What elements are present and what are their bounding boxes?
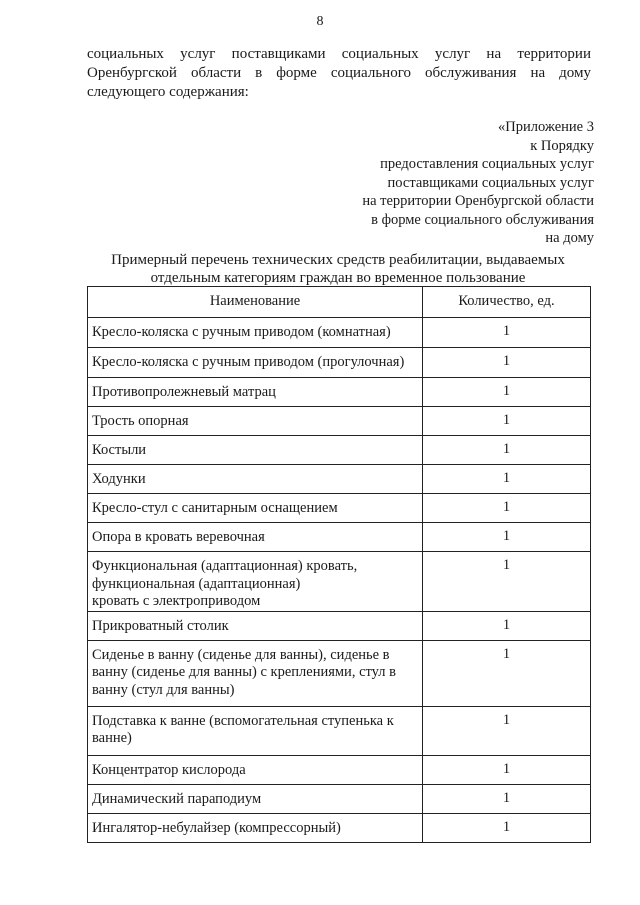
item-quantity-cell: 1 — [423, 611, 591, 640]
item-quantity-cell: 1 — [423, 378, 591, 407]
item-name-cell: Опора в кровать веревочная — [88, 523, 423, 552]
table-row — [88, 611, 591, 640]
item-name-cell: Динамический параподиум — [88, 784, 423, 813]
table-row — [88, 436, 591, 465]
item-name-cell: Концентратор кислорода — [88, 755, 423, 784]
item-name-cell: Ходунки — [88, 465, 423, 494]
item-quantity-cell: 1 — [423, 813, 591, 842]
item-quantity-cell: 1 — [423, 318, 591, 348]
item-name-cell: Кресло-стул с санитарным оснащением — [88, 494, 423, 523]
table-row — [88, 706, 591, 755]
item-name-cell: Кресло-коляска с ручным приводом (комнатная) — [88, 318, 423, 348]
appendix-line: «Приложение 3 — [498, 119, 594, 135]
item-name-cell: Противопролежневый матрац — [88, 378, 423, 407]
column-header-name: Наименование — [88, 287, 423, 318]
intro-paragraph — [87, 45, 591, 102]
table-row — [88, 465, 591, 494]
table-row — [88, 755, 591, 784]
list-title-line: отдельным категориям граждан во временное пользование — [150, 270, 526, 286]
item-name-cell: Сиденье в ванну (сиденье для ванны), сиденье в ванну (сиденье для ванны) с креплениями, стул в ванну (стул для ванны) — [88, 640, 423, 706]
item-quantity-cell: 1 — [423, 436, 591, 465]
item-name-cell: Ингалятор-небулайзер (компрессорный) — [88, 813, 423, 842]
item-quantity-cell: 1 — [423, 465, 591, 494]
item-quantity-cell: 1 — [423, 784, 591, 813]
table-body — [88, 318, 591, 843]
appendix-line: поставщиками социальных услуг — [387, 174, 594, 191]
item-name-cell: Трость опорная — [88, 407, 423, 436]
item-quantity-cell: 1 — [423, 407, 591, 436]
table-row — [88, 784, 591, 813]
intro-line: Оренбургской области в форме социального обслуживания на дому — [87, 65, 591, 81]
table-row — [88, 407, 591, 436]
appendix-line: в форме социального обслуживания — [371, 211, 594, 228]
item-quantity-cell: 1 — [423, 523, 591, 552]
intro-line: социальных услуг поставщиками социальных услуг на территории — [87, 46, 591, 62]
item-quantity-cell: 1 — [423, 706, 591, 755]
item-name-cell: Подставка к ванне (вспомогательная ступенька к ванне) — [88, 706, 423, 755]
appendix-line: на территории Оренбургской области — [362, 193, 594, 209]
table-row — [88, 348, 591, 378]
appendix-line: предоставления социальных услуг — [380, 156, 594, 172]
item-quantity-cell: 1 — [423, 552, 591, 612]
appendix-heading — [362, 118, 594, 248]
table-row — [88, 378, 591, 407]
rehab-items-table — [87, 286, 591, 843]
item-name-cell: Функциональная (адаптационная) кровать, функциональная (адаптационная) кровать с электроприводом — [88, 552, 423, 612]
item-name-cell: Кресло-коляска с ручным приводом (прогулочная) — [88, 348, 423, 378]
item-quantity-cell: 1 — [423, 755, 591, 784]
item-name-cell: Костыли — [88, 436, 423, 465]
list-title-line: Примерный перечень технических средств реабилитации, выдаваемых — [111, 252, 565, 268]
list-title — [88, 251, 588, 287]
item-quantity-cell: 1 — [423, 494, 591, 523]
table-row — [88, 552, 591, 612]
item-quantity-cell: 1 — [423, 640, 591, 706]
table-row — [88, 318, 591, 348]
table-row — [88, 523, 591, 552]
table-row — [88, 640, 591, 706]
column-header-quantity: Количество, ед. — [423, 287, 591, 318]
table-header-row — [88, 287, 591, 318]
table-row — [88, 813, 591, 842]
appendix-line: на дому — [545, 230, 594, 246]
table-row — [88, 494, 591, 523]
appendix-line: к Порядку — [530, 137, 594, 154]
page-number: 8 — [316, 14, 324, 29]
item-name-cell: Прикроватный столик — [88, 611, 423, 640]
item-quantity-cell: 1 — [423, 348, 591, 378]
intro-line: следующего содержания: — [87, 84, 249, 100]
